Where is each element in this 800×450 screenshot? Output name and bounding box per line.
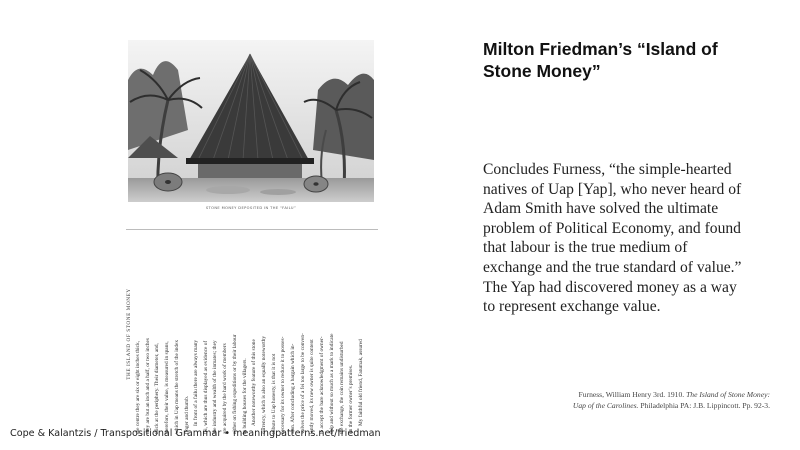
book-line: fei, which are thus displayed as evidence of [202, 340, 209, 434]
rotated-text-page [122, 234, 380, 434]
book-line: My faithful old friend, Fatumak, assured [357, 339, 364, 426]
book-line: the exchange, the coin remains undisturbed [338, 341, 345, 434]
book-line: Another noteworthy feature of this stone [251, 339, 258, 426]
citation-publisher: Philadelphia PA: J.B. Lippincott. Pp. 92-3. [638, 401, 770, 410]
quote-line: exchange and the true standard of value.” [483, 258, 742, 276]
book-paragraph-1 [134, 234, 192, 434]
book-line: they are but an inch and a half, or two inches [144, 337, 151, 434]
footer-credit: Cope & Kalantzis / Transpositional Grammar • meaningpatterns.net/friedman [10, 428, 381, 439]
quote-line: to represent exchange value. [483, 298, 661, 316]
book-line: sion. After concluding a bargain which in- [290, 343, 297, 434]
book-line: the centre they are six or eight inches thick, [135, 340, 141, 434]
book-line: currency, which is also an equally noteworthy [260, 335, 267, 434]
book-line: tribute to Uap honesty, is that it is not [270, 353, 277, 434]
slide-title [483, 38, 783, 82]
citation-line-1 [400, 389, 770, 400]
book-paragraph-2 [192, 234, 367, 434]
book-line: ship and without so much as a mark to indicate [328, 333, 335, 434]
running-head: THE ISLAND OF STONE MONEY [126, 288, 132, 380]
book-line: are acquired by the hard work of members [222, 343, 229, 434]
citation [400, 389, 770, 411]
citation-line-2 [400, 400, 770, 411]
book-line: In front of a failu there are always many [193, 339, 199, 426]
title-line: Milton Friedman’s “Island of [483, 39, 718, 59]
citation-title-part1: The Island of Stone Money: [686, 390, 770, 399]
quote-paragraph [483, 160, 783, 317]
book-line: finger and thumb. [183, 395, 190, 434]
book-line: volves the price of a fei too large to be conven- [299, 333, 306, 434]
title-line: Stone Money” [483, 61, 601, 81]
quote-line: problem of Political Economy, and found [483, 219, 741, 237]
quote-line: Concludes Furness, “the simple-hearted [483, 161, 732, 178]
book-line: which in Uap means the stretch of the index [173, 339, 180, 434]
page-divider [126, 229, 378, 230]
book-line: the industry and wealth of the inmates; they [212, 340, 219, 434]
quote-line: The Yap had discovered money as a way [483, 278, 737, 296]
quote-line: Adam Smith have solved the ultimate [483, 200, 719, 218]
book-line: to accept the bare acknowledgment of owner- [319, 336, 326, 434]
stone-money-photo [128, 40, 374, 202]
book-line: necessary for its owner to reduce it to posses- [280, 336, 287, 434]
book-line: thick at the periphery. Their diameter, and, [154, 343, 161, 434]
book-line: in building houses for the villagers. [241, 358, 248, 434]
book-line: either on fishing expeditions or by their labour [231, 334, 238, 434]
quote-line: natives of Uap [Yap], who never heard of [483, 180, 742, 198]
photo-caption: STONE MONEY DEPOSITED IN THE “FAILU” [205, 206, 297, 210]
citation-title-part2: Uap of the Carolines. [572, 401, 639, 410]
citation-author-year: Furness, William Henry 3rd. 1910. [578, 390, 687, 399]
book-line: on the former owner’s premises. [348, 364, 355, 434]
book-line: iently moved, its new owner is quite content [309, 339, 316, 434]
book-page-scan [122, 34, 380, 434]
quote-line: that labour is the true medium of [483, 239, 688, 257]
book-line: therefore, their value, is measured in spans, [164, 341, 171, 434]
